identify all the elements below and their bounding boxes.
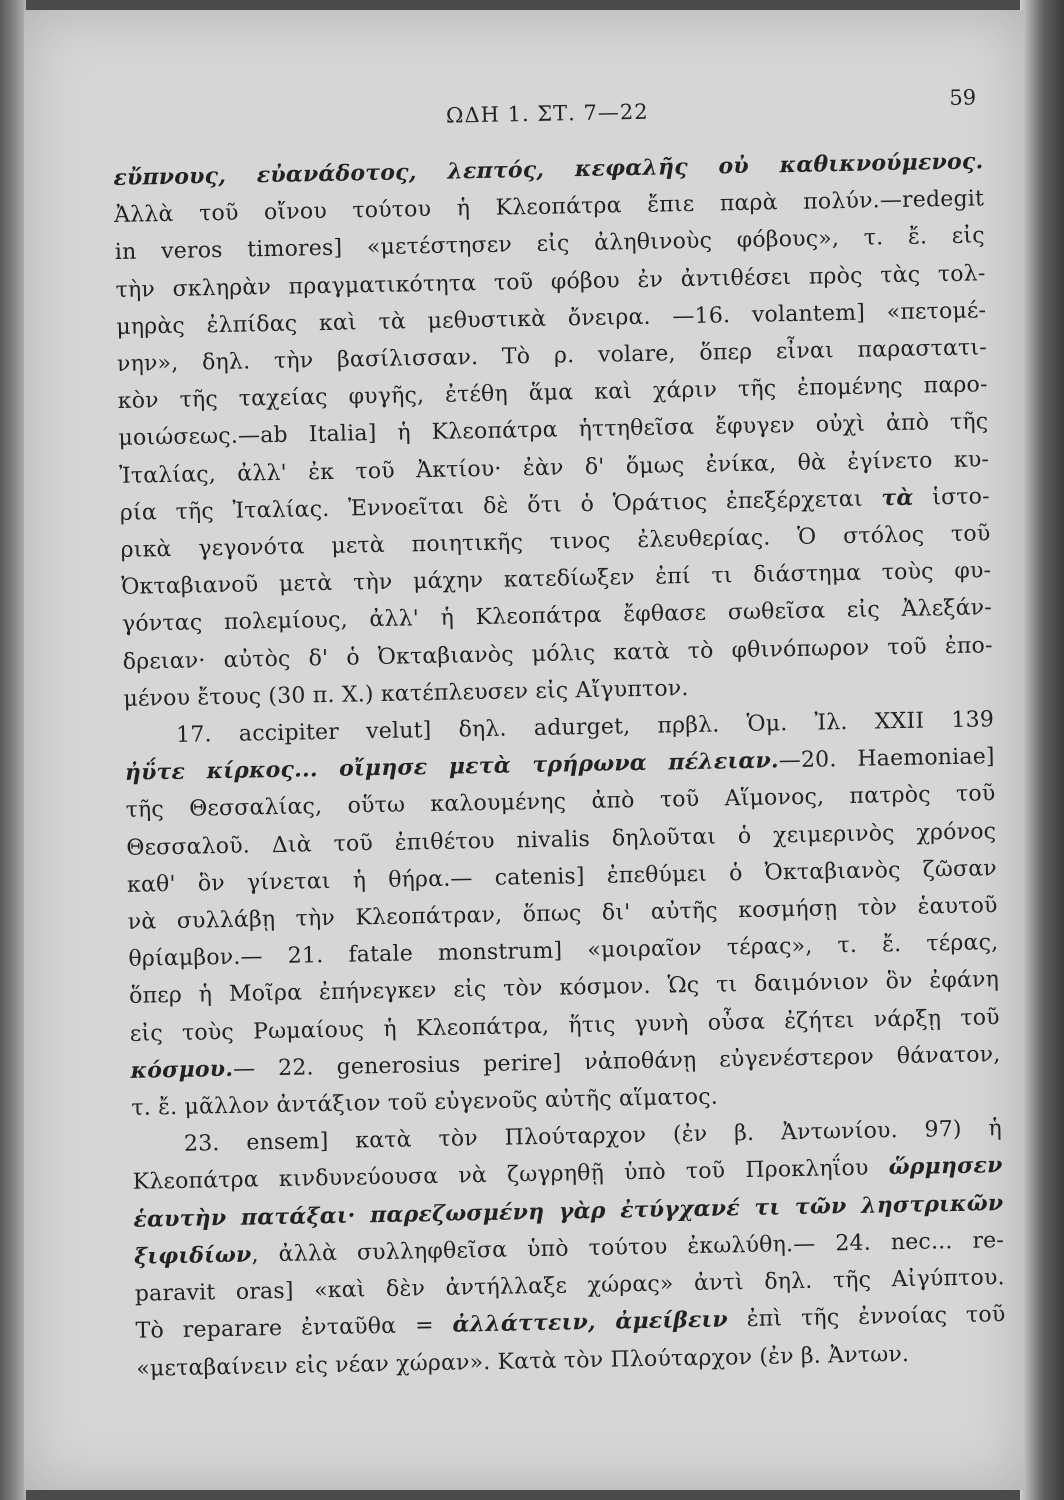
text-segment: 23. ensem] κατὰ τὸν Πλούταρχον (ἐν β. Ἀντωνίου. 97) ἡ: [183, 1116, 1003, 1158]
scan-border-right: [1020, 0, 1064, 1500]
bold-greek-quotation: κόσμου.: [130, 1055, 234, 1084]
bold-greek-quotation: εὔπνους, εὐανάδοτος, λεπτός, κεφαλῆς οὐ καθικνούμενος.: [113, 148, 984, 191]
text-segment: μοιώσεως.—ab Italia] ἡ Κλεοπάτρα ἡττηθεῖσα ἔφυγεν οὐχὶ ἀπὸ τῆς: [118, 409, 989, 452]
text-segment: Ἰταλίας, ἀλλ' ἐκ τοῦ Ἀκτίου· ἐὰν δ' ὅμως ἐνίκα, θὰ ἐγίνετο κυ-: [118, 446, 990, 489]
text-segment: νην», δηλ. τὴν βασίλισσαν. Τὸ ρ. volare, ὅπερ εἶναι παραστατι-: [116, 335, 988, 377]
running-head-title: ΩΔΗ 1. ΣΤ. 7—22: [445, 99, 649, 128]
bold-greek-quotation: ὥρμησεν: [888, 1152, 1003, 1181]
bold-greek-quotation: τὰ: [881, 484, 914, 512]
bold-greek-quotation: ἑαυτὴν πατάξαι· παρεζωσμένη γὰρ ἐτύγχανέ τι τῶν ληστρικῶν: [133, 1189, 1004, 1233]
text-segment: ἱστο-: [913, 484, 990, 511]
text-segment: νὰ συλλάβῃ τὴν Κλεοπάτραν, ὅπως δι' αὐτῆς κοσμήσῃ τὸν ἑαυτοῦ: [127, 893, 998, 935]
text-segment: , ἀλλὰ συλληφθεῖσα ὑπὸ τούτου ἐκωλύθη.— 24. nec... re-: [251, 1227, 1005, 1268]
text-segment: καθ' ὃν γίνεται ἡ θήρα.— catenis] ἐπεθύμει ὁ Ὀκταβιανὸς ζῶσαν: [126, 856, 998, 898]
running-head: [112, 85, 983, 142]
text-segment: τὴν σκληρὰν πραγματικότητα τοῦ φόβου ἐν ἀντιθέσει πρὸς τὰς τολ-: [115, 260, 986, 303]
text-segment: Ὀκταβιανοῦ μετὰ τὴν μάχην κατεδίωξεν ἐπί τι διάστημα τοὺς φυ-: [121, 558, 992, 601]
text-segment: ρία τῆς Ἰταλίας. Ἐννοεῖται δὲ ὅτι ὁ Ὁράτιος ἐπεξέρχεται: [119, 486, 882, 526]
body-text: [113, 143, 1006, 1387]
text-segment: τῆς Θεσσαλίας, οὕτω καλουμένης ἀπὸ τοῦ Αἵμονος, πατρὸς τοῦ: [125, 781, 996, 824]
page-number: 59: [949, 85, 977, 110]
text-segment: ἐπὶ τῆς ἐννοίας τοῦ: [727, 1302, 1006, 1333]
text-segment: τ. ἔ. μᾶλλον ἀντάξιον τοῦ εὐγενοῦς αὐτῆς αἵματος.: [131, 1084, 719, 1121]
text-segment: μένου ἔτους (30 π. Χ.) κατέπλευσεν εἰς Αἴγυπτον.: [123, 675, 689, 712]
text-segment: —20. Haemoniae]: [778, 744, 995, 774]
text-segment: θρίαμβον.— 21. fatale monstrum] «μοιραῖον τέρας», τ. ἔ. τέρας,: [128, 930, 999, 973]
text-segment: γόντας πολεμίους, ἀλλ' ἡ Κλεοπάτρα ἔφθασε σωθεῖσα εἰς Ἀλεξάν-: [121, 595, 993, 638]
text-segment: ὅπερ ἡ Μοῖρα ἐπήνεγκεν εἰς τὸν κόσμον. Ὡς τι δαιμόνιον ὃν ἐφάνη: [128, 967, 1000, 1010]
text-segment: — 22. generosius perire] νἀποθάνῃ εὐγενέστερον θάνατον,: [232, 1041, 1001, 1082]
book-page: [24, 10, 1024, 1490]
text-segment: in veros timores] «μετέστησεν εἰς ἀληθινοὺς φόβους», τ. ἔ. εἰς: [114, 223, 985, 266]
text-segment: κὸν τῆς ταχείας φυγῆς, ἐτέθη ἅμα καὶ χάριν τῆς ἐπομένης παρο-: [117, 372, 988, 415]
bold-greek-quotation: ἀλλάττειν, ἀμείβειν: [452, 1306, 729, 1338]
text-segment: Θεσσαλοῦ. Διὰ τοῦ ἐπιθέτου nivalis δηλοῦται ὁ χειμερινὸς χρόνος: [126, 818, 997, 861]
text-segment: «μεταβαίνειν εἰς νέαν χώραν». Κατὰ τὸν Πλούταρχον (ἐν β. Ἀντων.: [136, 1341, 910, 1382]
text-segment: Ἀλλὰ τοῦ οἴνου τούτου ἡ Κλεοπάτρα ἔπιε παρὰ πολύν.—redegit: [113, 186, 985, 229]
text-segment: Τὸ reparare ἐνταῦθα =: [135, 1312, 453, 1345]
text-segment: Κλεοπάτρα κινδυνεύουσα νὰ ζωγρηθῇ ὑπὸ τοῦ Προκληΐου: [132, 1155, 889, 1196]
bold-greek-quotation: ἠΰτε κίρκος... οἴμησε μετὰ τρήρωνα πέλειαν.: [124, 747, 780, 787]
page-text: [112, 85, 1007, 1387]
text-segment: ρικὰ γεγονότα μετὰ ποιητικῆς τινος ἐλευθερίας. Ὁ στόλος τοῦ: [120, 521, 991, 563]
text-segment: paravit oras] «καὶ δὲν ἀντήλλαξε χώρας» ἀντὶ δηλ. τῆς Αἰγύπτου.: [134, 1265, 1005, 1307]
text-segment: εἰς τοὺς Ρωμαίους ἡ Κλεοπάτρα, ἥτις γυνὴ οὖσα ἐζήτει νάρξῃ τοῦ: [129, 1004, 1000, 1047]
text-segment: μηρὰς ἐλπίδας καὶ τὰ μεθυστικὰ ὄνειρα. —16. volantem] «πετομέ-: [116, 298, 987, 340]
text-segment: δρειαν· αὐτὸς δ' ὁ Ὀκταβιανὸς μόλις κατὰ τὸ φθινόπωρον τοῦ ἐπο-: [122, 632, 993, 675]
bold-greek-quotation: ξιφιδίων: [133, 1241, 252, 1270]
text-segment: 17. accipiter velut] δηλ. adurget, πρβλ. Ὁμ. Ἰλ. XXII 139: [175, 707, 995, 748]
scan-border-left: [0, 0, 26, 1500]
